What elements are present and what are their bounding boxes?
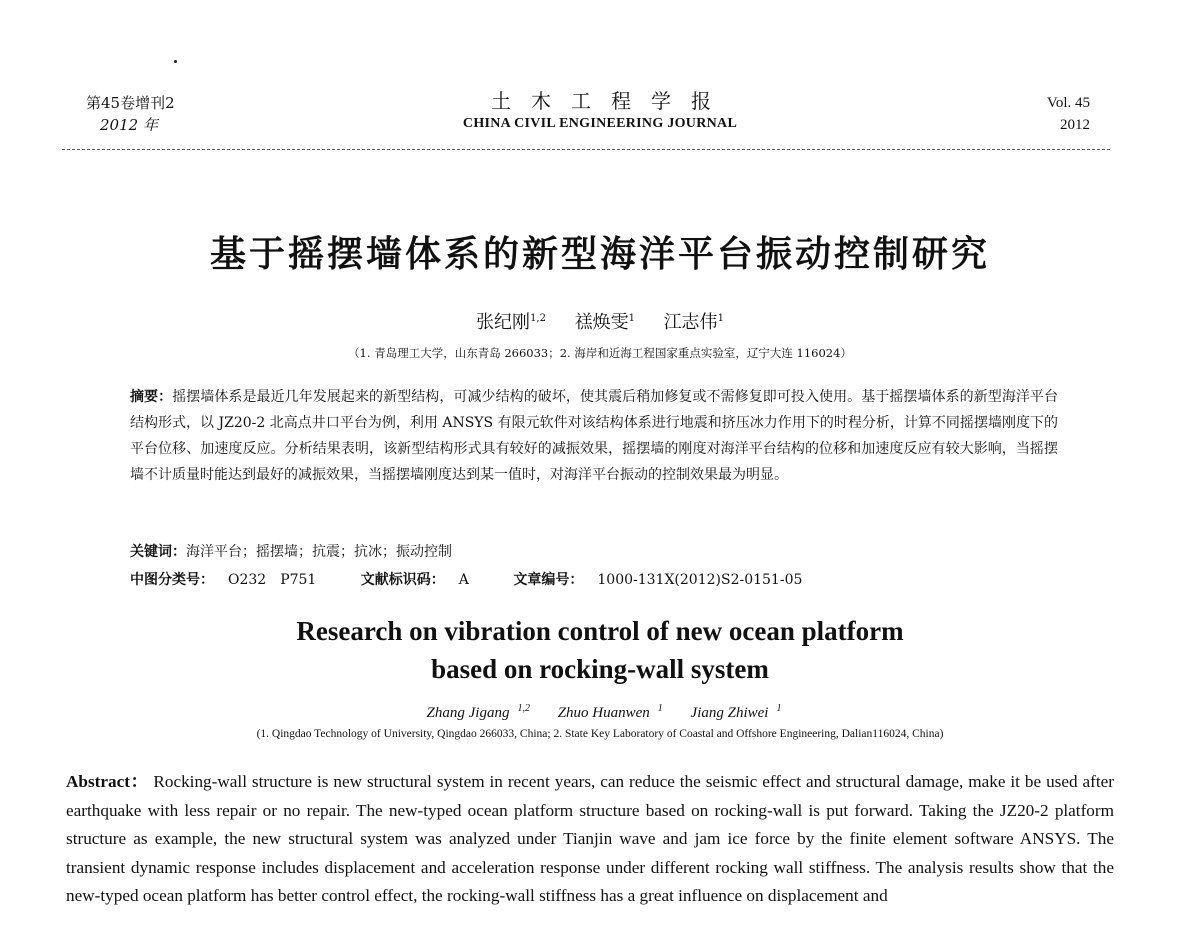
keywords-label: 关键词： bbox=[130, 544, 186, 560]
paper-title-en-line1: Research on vibration control of new ocean platform bbox=[296, 616, 904, 646]
author-en: Jiang Zhiwei bbox=[690, 705, 769, 721]
author-en: Zhang Jigang bbox=[426, 705, 510, 721]
author-en: Zhuo Huanwen bbox=[557, 705, 650, 721]
affiliation-en: (1. Qingdao Technology of University, Qingdao 266033, China; 2. State Key Laboratory of Coastal and Offshore Engineering, Dalian116024, China) bbox=[256, 728, 944, 740]
doc-code-label: 文献标识码： bbox=[360, 572, 445, 588]
abstract-cn-label: 摘要： bbox=[130, 389, 173, 405]
author-cn: 禚焕雯 bbox=[574, 312, 629, 333]
paper-title-en bbox=[0, 612, 1200, 688]
author-affil-sup: 1,2 bbox=[530, 313, 546, 324]
header-right bbox=[1047, 92, 1090, 136]
journal-header bbox=[0, 88, 1200, 132]
abstract-en-label: Abstract： bbox=[66, 772, 149, 791]
author-cn: 江志伟 bbox=[663, 312, 718, 333]
authors-en bbox=[0, 703, 1200, 722]
author-affil-sup: 1,2 bbox=[517, 703, 530, 714]
paper-title-en-line2: based on rocking-wall system bbox=[431, 654, 769, 684]
abstract-en bbox=[66, 768, 1114, 911]
authors-cn bbox=[0, 308, 1200, 334]
abstract-en-text: Rocking-wall structure is new structural system in recent years, can reduce the seismic effect and structural damage, make it be used after earthquake with less repair or no repair. The new-typed ocean platform structure based on rocking-wall is put forward. Taking the JZ20-2 platform structure as example, the new structural system was analyzed under Tianjin wave and jam ice force by the finite element software ANSYS. The transient dynamic response includes displacement and acceleration response under different rocking wall stiffness. The analysis results show that the new-typed ocean platform has better control effect, the rocking-wall stiffness has a great influence on displacement and bbox=[66, 772, 1114, 905]
author-cn: 张纪刚 bbox=[476, 312, 531, 333]
author-affil-sup: 1 bbox=[776, 703, 782, 714]
year-cn: 2012 年 bbox=[100, 116, 158, 134]
author-affil-sup: 1 bbox=[657, 703, 663, 714]
volume-cn: 第45卷增刊2 bbox=[86, 94, 175, 112]
keywords-text: 海洋平台；摇摆墙；抗震；抗冰；振动控制 bbox=[186, 544, 452, 560]
keywords-cn bbox=[130, 540, 452, 564]
speck-mark bbox=[174, 60, 177, 63]
year-en: 2012 bbox=[1060, 117, 1090, 133]
article-number-label: 文章编号： bbox=[513, 572, 584, 588]
abstract-cn bbox=[130, 384, 1058, 488]
article-number-value: 1000-131X(2012)S2-0151-05 bbox=[597, 572, 803, 588]
classification-line bbox=[130, 568, 816, 592]
volume-en: Vol. 45 bbox=[1046, 95, 1090, 111]
journal-title-cn: 土木工程学报 bbox=[491, 89, 731, 113]
author-affil-sup: 1 bbox=[628, 313, 635, 324]
affiliation-cn: （1. 青岛理工大学，山东青岛 266033；2. 海岸和近海工程国家重点实验室，辽宁大连 116024） bbox=[348, 346, 852, 360]
journal-title-en: CHINA CIVIL ENGINEERING JOURNAL bbox=[462, 116, 738, 131]
header-divider bbox=[62, 149, 1110, 150]
abstract-cn-text: 摇摆墙体系是最近几年发展起来的新型结构，可减少结构的破坏，使其震后稍加修复或不需修复即可投入使用。基于摇摆墙体系的新型海洋平台结构形式，以 JZ20-2 北高点井口平台为例，利用 ANSYS 有限元软件对该结构体系进行地震和挤压冰力作用下的时程分析，计算不同摇摆墙刚度下的平台位移、加速度反应。分析结果表明，该新型结构形式具有较好的减振效果，摇摆墙的刚度对海洋平台结构的位移和加速度反应有较大影响，当摇摆墙不计质量时能达到最好的减振效果，当摇摆墙刚度达到某一值时，对海洋平台振动的控制效果最为明显。 bbox=[130, 389, 1058, 483]
doc-code-value: A bbox=[458, 572, 469, 588]
paper-title-cn: 基于摇摆墙体系的新型海洋平台振动控制研究 bbox=[209, 234, 990, 275]
clc-label: 中图分类号： bbox=[130, 572, 214, 588]
author-affil-sup: 1 bbox=[717, 313, 724, 324]
clc-value: O232 P751 bbox=[228, 572, 317, 588]
